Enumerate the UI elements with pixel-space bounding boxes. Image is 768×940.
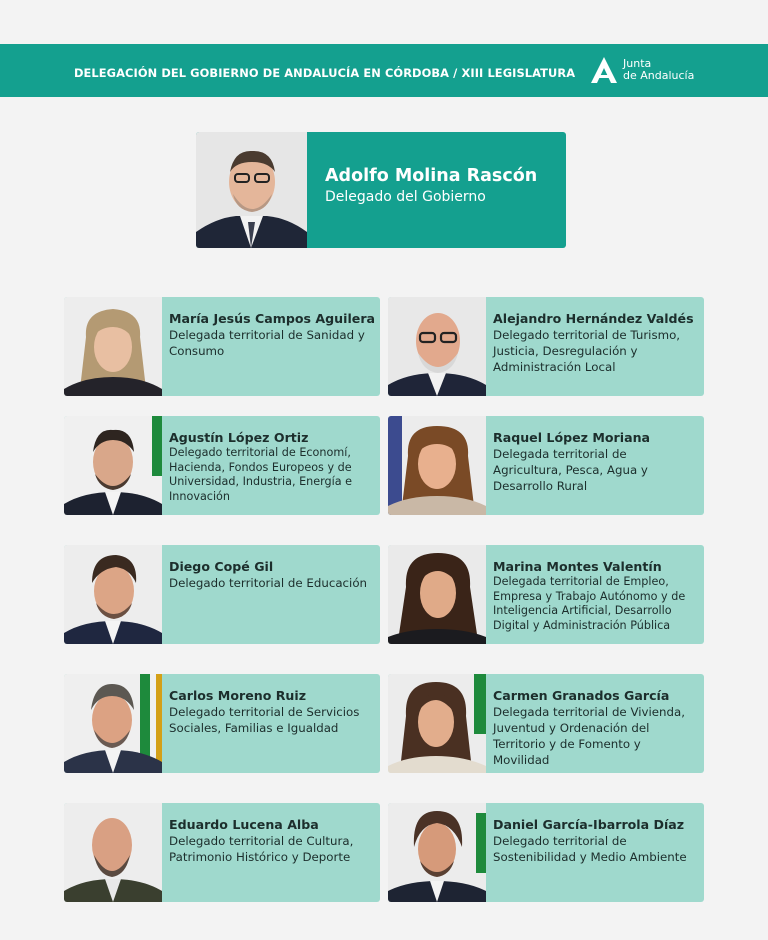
delegate-name: Agustín López Ortiz: [169, 430, 309, 445]
header-title: DELEGACIÓN DEL GOBIERNO DE ANDALUCÍA EN CÓRDOBA / XIII LEGISLATURA: [74, 66, 576, 80]
delegate-name: Marina Montes Valentín: [493, 559, 662, 574]
logo-text-line1: Junta: [623, 57, 652, 70]
delegate-name: Alejandro Hernández Valdés: [493, 311, 694, 326]
logo-text: [623, 58, 694, 82]
delegate-photo: [64, 674, 162, 773]
delegate-photo: [64, 416, 162, 515]
main-delegate-name: Adolfo Molina Rascón: [325, 166, 538, 186]
main-delegate-role: Delegado del Gobierno: [325, 189, 486, 205]
portrait-icon: [64, 545, 162, 644]
delegate-photo: [388, 545, 486, 644]
delegate-role: Delegado territorial de Servicios Sociales, Familias e Igualdad: [169, 705, 360, 735]
delegate-photo: [388, 297, 486, 396]
portrait-icon: [388, 803, 486, 902]
delegate-card: [388, 416, 704, 515]
delegate-info: [169, 559, 374, 591]
delegate-card: [64, 674, 380, 773]
delegate-role: Delegada territorial de Vivienda, Juventud y Ordenación del Territorio y de Fomento y Movilidad: [493, 705, 685, 767]
delegate-name: Raquel López Moriana: [493, 430, 651, 445]
delegate-info: [493, 311, 698, 375]
delegate-role: Delegado territorial de Economí, Hacienda, Fondos Europeos y de Universidad, Industria, Energía e Innovación: [169, 446, 353, 503]
delegate-info: [493, 559, 698, 633]
delegate-role: Delegado territorial de Cultura, Patrimonio Histórico y Deporte: [169, 834, 354, 864]
delegate-photo: [64, 297, 162, 396]
delegate-info: [493, 688, 698, 768]
junta-a-logo-icon: [589, 56, 619, 84]
delegate-photo: [388, 416, 486, 515]
delegate-card: [64, 803, 380, 902]
delegate-photo: [388, 674, 486, 773]
delegate-card: [64, 297, 380, 396]
portrait-icon: [388, 297, 486, 396]
main-delegate-photo: [196, 132, 307, 248]
portrait-icon: [196, 132, 307, 248]
delegate-info: [169, 430, 374, 504]
delegate-role: Delegada territorial de Empleo, Empresa y Trabajo Autónomo y de Inteligencia Artificial, Desarrollo Digital y Administración Pública: [493, 575, 686, 632]
portrait-icon: [64, 416, 162, 515]
delegate-info: [169, 817, 374, 865]
delegate-card: [64, 416, 380, 515]
header-banner: [0, 44, 768, 97]
portrait-icon: [64, 674, 162, 773]
portrait-icon: [388, 416, 486, 515]
delegate-photo: [388, 803, 486, 902]
delegate-role: Delegada territorial de Sanidad y Consumo: [169, 328, 365, 358]
delegate-info: [493, 817, 698, 865]
delegate-role: Delegada territorial de Agricultura, Pesca, Agua y Desarrollo Rural: [493, 447, 648, 493]
delegate-name: Diego Copé Gil: [169, 559, 274, 574]
portrait-icon: [64, 297, 162, 396]
delegate-name: Daniel García-Ibarrola Díaz: [493, 817, 685, 832]
delegate-name: María Jesús Campos Aguilera: [169, 311, 376, 326]
main-delegate-card: [196, 132, 566, 248]
delegate-photo: [64, 803, 162, 902]
delegate-name: Carmen Granados García: [493, 688, 670, 703]
delegate-info: [493, 430, 698, 494]
delegate-name: Carlos Moreno Ruiz: [169, 688, 307, 703]
delegate-name: Eduardo Lucena Alba: [169, 817, 319, 832]
delegate-info: [169, 311, 374, 359]
junta-logo: [589, 53, 694, 87]
delegate-card: [388, 674, 704, 773]
logo-text-line2: de Andalucía: [623, 69, 695, 82]
portrait-icon: [388, 674, 486, 773]
portrait-icon: [64, 803, 162, 902]
delegate-card: [388, 545, 704, 644]
delegate-card: [388, 297, 704, 396]
delegate-role: Delegado territorial de Educación: [169, 576, 368, 590]
delegate-role: Delegado territorial de Sostenibilidad y Medio Ambiente: [493, 834, 687, 864]
delegate-photo: [64, 545, 162, 644]
delegate-card: [388, 803, 704, 902]
delegate-role: Delegado territorial de Turismo, Justicia, Desregulación y Administración Local: [493, 328, 681, 374]
delegate-card: [64, 545, 380, 644]
delegate-info: [169, 688, 374, 736]
portrait-icon: [388, 545, 486, 644]
